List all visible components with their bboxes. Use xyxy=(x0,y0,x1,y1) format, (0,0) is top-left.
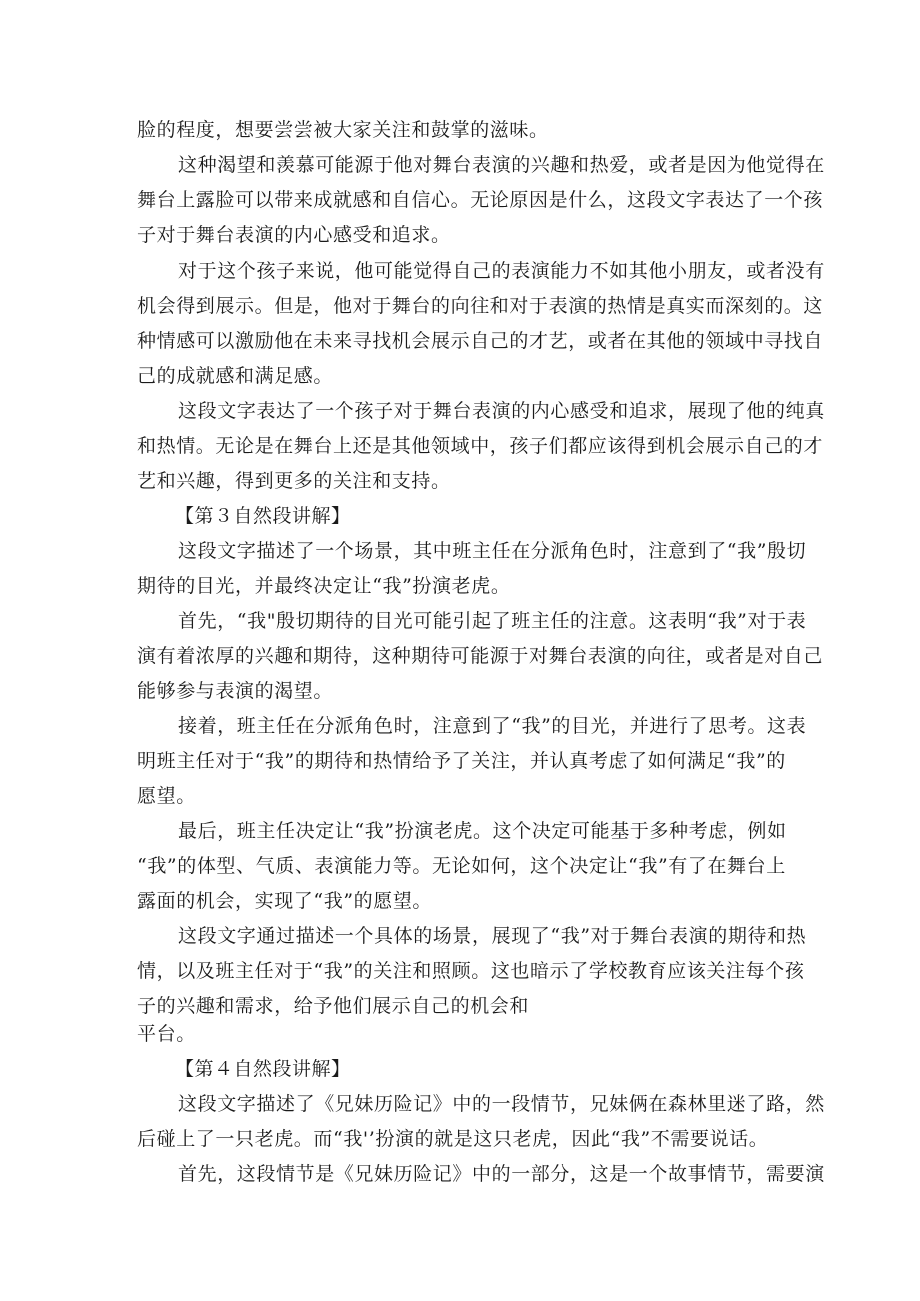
paragraph-first-line: 这段文字描述了一个场景，其中班主任在分派角色时，注意到了“我”殷切 xyxy=(178,540,807,562)
text-line: 舞台上露脸可以带来成就感和自信心。无论原因是什么，这段文字表达了一个孩 xyxy=(137,189,824,211)
text-line: 和热情。无论是在舞台上还是其他领域中，孩子们都应该得到机会展示自己的才 xyxy=(137,435,824,457)
paragraph-first-line: 这段文字描述了《兄妹历险记》中的一段情节，兄妹俩在森林里迷了路，然 xyxy=(178,1093,825,1115)
text-line: 后碰上了一只老虎。而“我'’扮演的就是这只老虎，因此“我”不需要说话。 xyxy=(137,1128,769,1150)
text-line: 明班主任对于“我”的期待和热情给予了关注，并认真考虑了如何满足“我”的 xyxy=(137,750,786,772)
text-line: 种情感可以激励他在未来寻找机会展示自己的才艺，或者在其他的领域中寻找自 xyxy=(137,330,824,352)
paragraph-first-line: 首先，“我"殷切期待的目光可能引起了班主任的注意。这表明“我”对于表 xyxy=(178,610,807,632)
text-line: 愿望。 xyxy=(137,785,196,807)
text-line: 己的成就感和满足感。 xyxy=(137,365,334,387)
text-line: 期待的目光，并最终决定让“我”扮演老虎。 xyxy=(137,575,511,597)
text-line: 机会得到展示。但是，他对于舞台的向往和对于表演的热情是真实而深刻的。这 xyxy=(137,295,824,317)
paragraph-first-line: 接着，班主任在分派角色时，注意到了“我”的目光，并进行了思考。这表 xyxy=(178,715,807,737)
text-line: 艺和兴趣，得到更多的关注和支持。 xyxy=(137,470,451,492)
text-line: 能够参与表演的渴望。 xyxy=(137,680,334,702)
text-line: 子的兴趣和需求，给予他们展示自己的机会和 xyxy=(137,995,530,1017)
paragraph-first-line: 首先，这段情节是《兄妹历险记》中的一部分，这是一个故事情节，需要演 xyxy=(178,1163,825,1185)
text-line: 情，以及班主任对于“我”的关注和照顾。这也暗示了学校教育应该关注每个孩 xyxy=(137,960,805,982)
text-line: 脸的程度，想要尝尝被大家关注和鼓掌的滋味。 xyxy=(137,119,549,141)
text-line: 露面的机会，实现了“我”的愿望。 xyxy=(137,890,433,912)
paragraph-first-line: 这种渴望和羡慕可能源于他对舞台表演的兴趣和热爱，或者是因为他觉得在 xyxy=(178,154,825,176)
section-heading-3: 【第３自然段讲解】 xyxy=(175,505,351,527)
paragraph-first-line: 最后，班主任决定让“我”扮演老虎。这个决定可能基于多种考虑，例如 xyxy=(178,820,787,842)
text-line: 演有着浓厚的兴趣和期待，这种期待可能源于对舞台表演的向往，或者是对自己 xyxy=(137,645,824,667)
text-line: 子对于舞台表演的内心感受和追求。 xyxy=(137,224,451,246)
text-line: “我”的体型、气质、表演能力等。无论如何，这个决定让“我”有了在舞台上 xyxy=(137,855,786,877)
section-heading-4: 【第４自然段讲解】 xyxy=(175,1058,351,1080)
paragraph-first-line: 这段文字表达了一个孩子对于舞台表演的内心感受和追求，展现了他的纯真 xyxy=(178,400,825,422)
paragraph-first-line: 对于这个孩子来说，他可能觉得自己的表演能力不如其他小朋友，或者没有 xyxy=(178,260,825,282)
paragraph-first-line: 这段文字通过描述一个具体的场景，展现了“我”对于舞台表演的期待和热 xyxy=(178,925,807,947)
text-line: 平台。 xyxy=(137,1023,196,1045)
